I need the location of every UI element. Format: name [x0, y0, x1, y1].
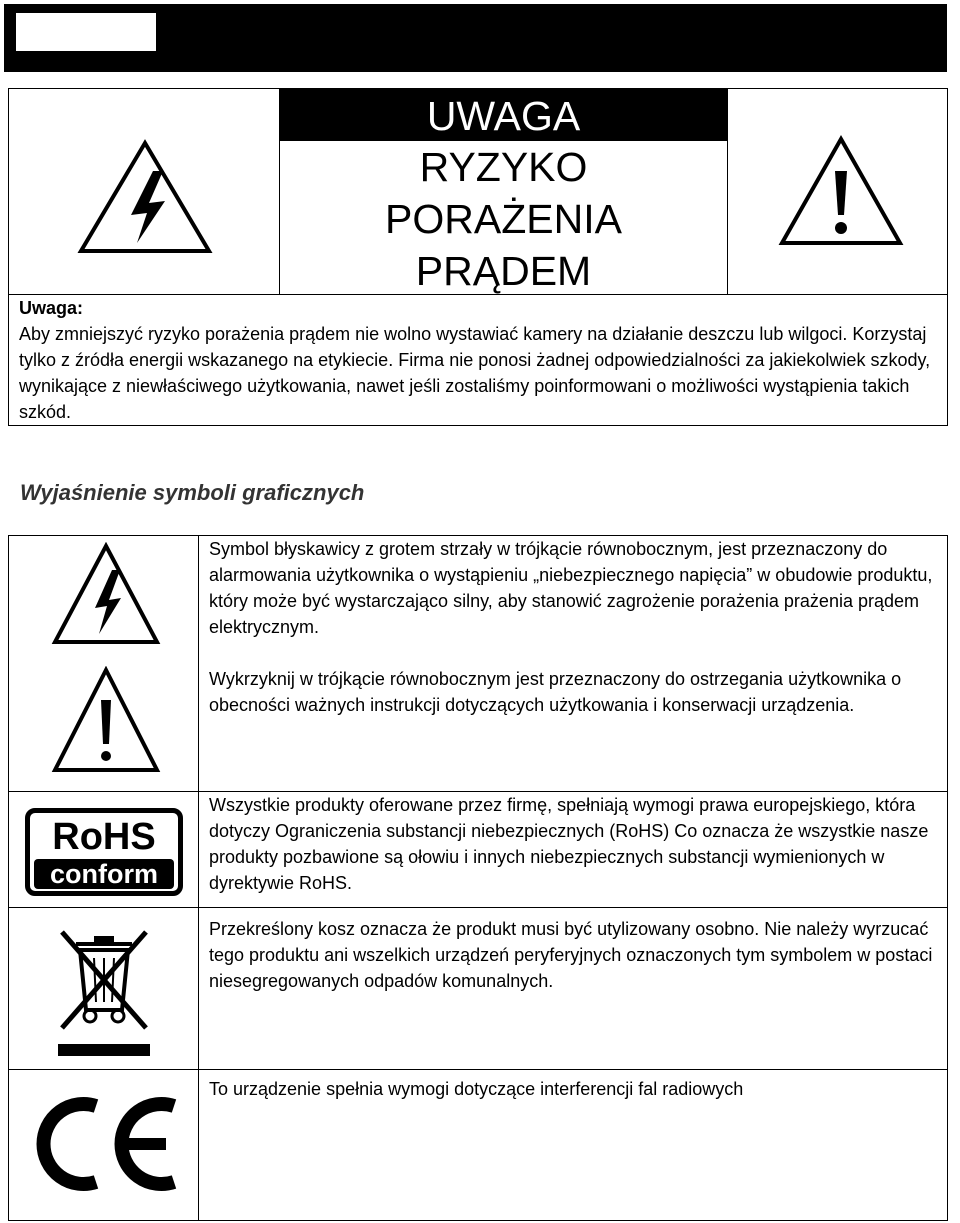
- crossed-bin-icon: [54, 928, 154, 1058]
- lightning-triangle-icon: [51, 542, 161, 646]
- lightning-triangle-icon: [75, 137, 215, 257]
- warning-icon-cell-left: [9, 89, 280, 295]
- exclamation-triangle-icon: [51, 666, 161, 774]
- rohs-logo-text: RoHS: [52, 816, 156, 858]
- weee-symbol-text: Przekreślony kosz oznacza że produkt musi być utylizowany osobno. Nie należy wyrzucać tego produktu ani wszelkich urządzeń peryferyjnych oznaczonych tym symbolem w postaci niesegregowanych odpadów komunalnych.: [209, 919, 933, 991]
- warning-icon-cell-right: [727, 89, 947, 295]
- warning-label: Uwaga:: [19, 298, 84, 318]
- warning-box: [8, 88, 948, 426]
- section-heading: Wyjaśnienie symboli graficznych: [20, 480, 365, 505]
- symbols-table: [8, 535, 948, 1221]
- risk-line-2: PORAŻENIA: [385, 196, 622, 242]
- ce-mark-icon: [24, 1094, 184, 1194]
- rohs-logo-band: [34, 859, 174, 889]
- row-divider: [9, 907, 947, 908]
- warning-title-cell: [280, 89, 727, 295]
- row-divider: [9, 1069, 947, 1070]
- rohs-logo-subtext: conform: [50, 859, 158, 889]
- rohs-logo: [25, 808, 183, 896]
- exclamation-triangle-icon: [776, 133, 906, 249]
- warning-title: UWAGA: [426, 93, 581, 139]
- risk-line-3: PRĄDEM: [415, 248, 592, 294]
- risk-line-1: RYZYKO: [419, 144, 588, 190]
- ce-symbol-text: To urządzenie spełnia wymogi dotyczące interferencji fal radiowych: [209, 1079, 744, 1099]
- exclamation-symbol-text: Wykrzyknij w trójkącie równobocznym jest przeznaczony do ostrzegania użytkownika o obecności ważnych instrukcji dotyczących użytkowania i konserwacji urządzenia.: [209, 669, 902, 715]
- rohs-symbol-text: Wszystkie produkty oferowane przez firmę, spełniają wymogi prawa europejskiego, która dotyczy Ograniczenia substancji niebezpiecznych (RoHS) Co oznacza że wszystkie nasze produkty pozbawione są ołowiu i innych niebezpiecznych substancji wymienionych w dyrektywie RoHS.: [209, 795, 929, 893]
- header-label-box: [16, 13, 156, 51]
- warning-text: Aby zmniejszyć ryzyko porażenia prądem nie wolno wystawiać kamery na działanie deszczu lub wilgoci. Korzystaj tylko z źródła energii wskazanego na etykiecie. Firma nie ponosi żadnej odpowiedzialności za jakiekolwiek szkody, wynikające z niewłaściwego użytkowania, nawet jeśli zostaliśmy poinformowani o możliwości wystąpienia takich szkód.: [19, 324, 931, 422]
- lightning-symbol-text: Symbol błyskawicy z grotem strzały w trójkącie równobocznym, jest przeznaczony do alarmowania użytkownika o wystąpieniu „niebezpiecznego napięcia” w obudowie produktu, który może być wystarczająco silny, aby stanowić zagrożenie porażenia prażenia prądem elektrycznym.: [209, 539, 933, 637]
